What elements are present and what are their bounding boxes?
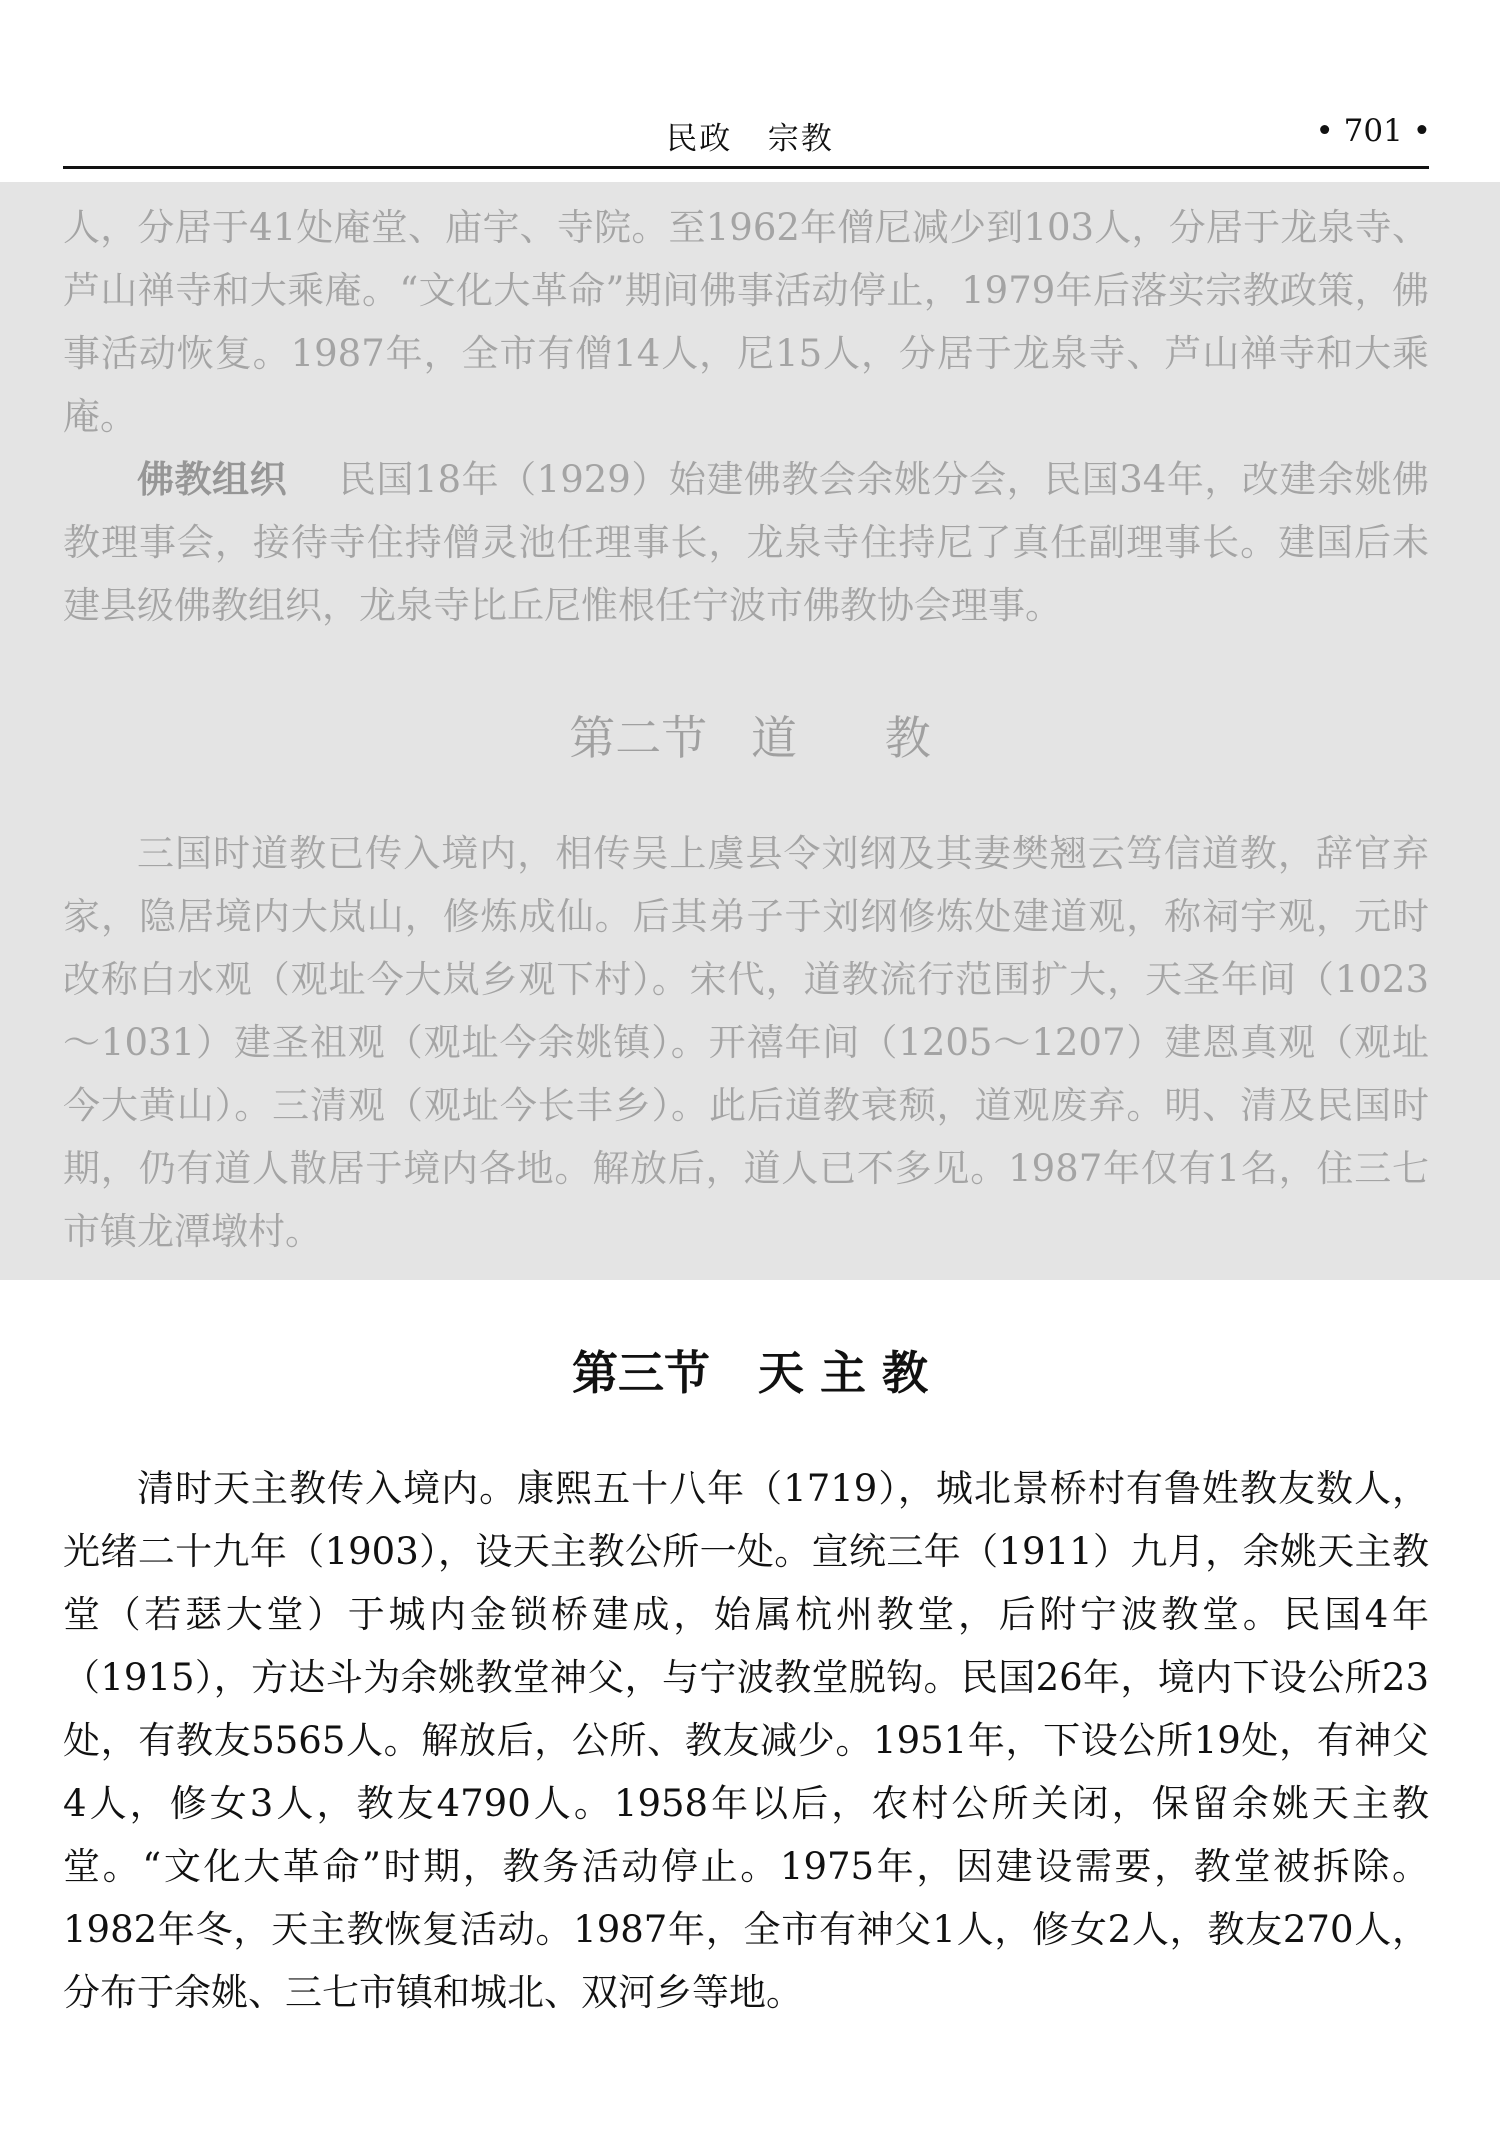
continuation-paragraph: 人，分居于41处庵堂、庙宇、寺院。至1962年僧尼减少到103人，分居于龙泉寺、芦山禅寺和大乘庵。“文化大革命”期间佛事活动停止，1979年后落实宗教政策，佛事活动恢复。1987年，全市有僧14人，尼15人，分居于龙泉寺、芦山禅寺和大乘庵。 — [63, 206, 1429, 438]
faded-text-block — [0, 182, 1500, 1280]
buddhist-organization-paragraph — [63, 448, 1429, 637]
daoism-paragraph: 三国时道教已传入境内，相传吴上虞县令刘纲及其妻樊翘云笃信道教，辞官弃家，隐居境内大岚山，修炼成仙。后其弟子于刘纲修炼处建道观，称祠宇观，元时改称白水观（观址今大岚乡观下村）。宋代，道教流行范围扩大，天圣年间（1023～1031）建圣祖观（观址今余姚镇）。开禧年间（1205～1207）建恩真观（观址今大黄山）。三清观（观址今长丰乡）。此后道教衰颓，道观废弃。明、清及民国时期，仍有道人散居于境内各地。解放后，道人已不多见。1987年仅有1名，住三七市镇龙潭墩村。 — [63, 832, 1429, 1253]
buddhist-organization-text: 民国18年（1929）始建佛教会余姚分会，民国34年，改建余姚佛教理事会，接待寺住持僧灵池任理事长，龙泉寺住持尼了真任副理事长。建国后未建县级佛教组织，龙泉寺比丘尼惟根任宁波市佛教协会理事。 — [63, 458, 1430, 627]
buddhist-organization-term: 佛教组织 — [137, 458, 288, 501]
section-heading-daoism: 第二节 道 教 — [569, 711, 931, 765]
catholicism-paragraph: 清时天主教传入境内。康熙五十八年（1719），城北景桥村有鲁姓教友数人，光绪二十九年（1903），设天主教公所一处。宣统三年（1911）九月，余姚天主教堂（若瑟大堂）于城内金锁桥建成，始属杭州教堂，后附宁波教堂。民国4年（1915），方达斗为余姚教堂神父，与宁波教堂脱钩。民国26年，境内下设公所23处，有教友5565人。解放后，公所、教友减少。1951年，下设公所19处，有神父4人，修女3人，教友4790人。1958年以后，农村公所关闭，保留余姚天主教堂。“文化大革命”时期，教务活动停止。1975年，因建设需要，教堂被拆除。1982年冬，天主教恢复活动。1987年，全市有神父1人，修女2人，教友270人，分布于余姚、三七市镇和城北、双河乡等地。 — [63, 1467, 1429, 2014]
page-number: • 701 • — [1315, 113, 1431, 149]
header-rule — [63, 166, 1429, 169]
running-header-title: 民政 宗教 — [666, 121, 834, 157]
section-heading-catholicism: 第三节 天 主 教 — [571, 1346, 929, 1400]
